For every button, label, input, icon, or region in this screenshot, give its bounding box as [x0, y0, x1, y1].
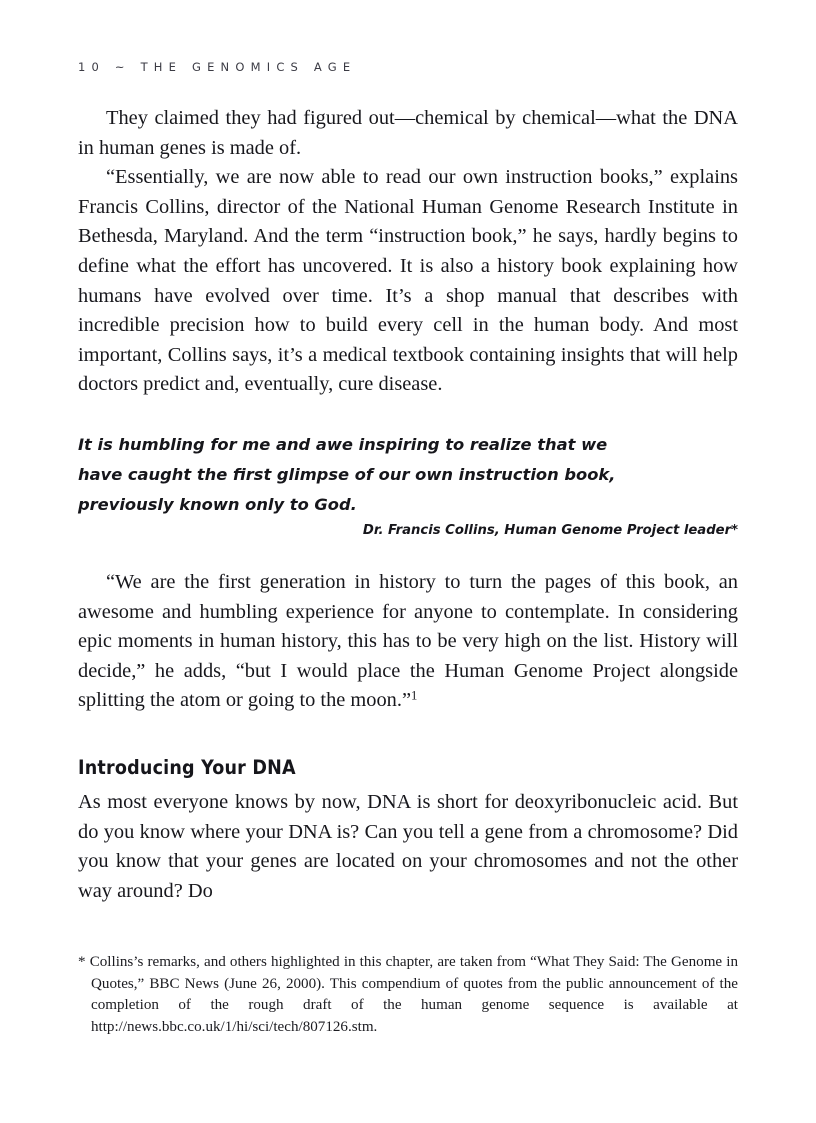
pull-quote-line-3: previously known only to God. — [78, 494, 357, 514]
footnote-reference-1: 1 — [411, 688, 418, 703]
paragraph-3 — [78, 568, 738, 716]
spacer — [78, 779, 738, 788]
pull-quote — [78, 430, 738, 542]
footnote-marker: * — [78, 954, 86, 970]
paragraph-2: “Essentially, we are now able to read our own instruction books,” explains Francis Collins, director of the National Human Genome Research Institute in Bethesda, Maryland. And the term “instruction book,” he says, hardly begins to define what the effort has uncovered. It is also a history book explaining how humans have evolved over time. It’s a shop manual that describes with incredible precision how to build every cell in the human body. And most important, Collins says, it’s a medical textbook containing insights that will help doctors predict and, eventually, cure disease. — [78, 166, 738, 396]
spacer — [78, 400, 738, 430]
footnote-content — [78, 952, 738, 1038]
footnote-block — [78, 952, 738, 1038]
pull-quote-attribution: Dr. Francis Collins, Human Genome Project leader* — [362, 522, 738, 538]
paragraph-3-text: “We are the first generation in history to turn the pages of this book, an awesome and humbling experience for anyone to contemplate. In considering epic moments in human history, this has to be very high on the list. History will decide,” he adds, “but I would place the Human Genome Project alongside splitting the atom or going to the moon.” — [78, 570, 738, 712]
pull-quote-line-2: have caught the first glimpse of our own instruction book, — [78, 464, 616, 484]
spacer — [78, 716, 738, 756]
section-heading-introducing-your-dna: Introducing Your DNA — [78, 755, 296, 779]
paragraph-1: They claimed they had figured out—chemical by chemical—what the DNA in human genes is made of. — [78, 107, 738, 159]
spacer — [78, 542, 738, 568]
paragraph-4: As most everyone knows by now, DNA is short for deoxyribonucleic acid. But do you know where your DNA is? Can you tell a gene from a chromosome? Did you know that your genes are located on your chromosomes and not the other way around? Do — [78, 790, 738, 902]
running-head: 10 ~ THE GENOMICS AGE — [78, 60, 357, 74]
text-column — [78, 104, 738, 906]
footnote-text: Collins’s remarks, and others highlighted in this chapter, are taken from “What They Said: The Genome in Quotes,” BBC News (June 26, 2000). This compendium of quotes from the public announcement of the completion of the rough draft of the human genome sequence is available at http://news.bbc.co.uk/1/hi/sci/tech/807126.stm. — [89, 954, 738, 1035]
pull-quote-line-1: It is humbling for me and awe inspiring to realize that we — [78, 434, 608, 454]
